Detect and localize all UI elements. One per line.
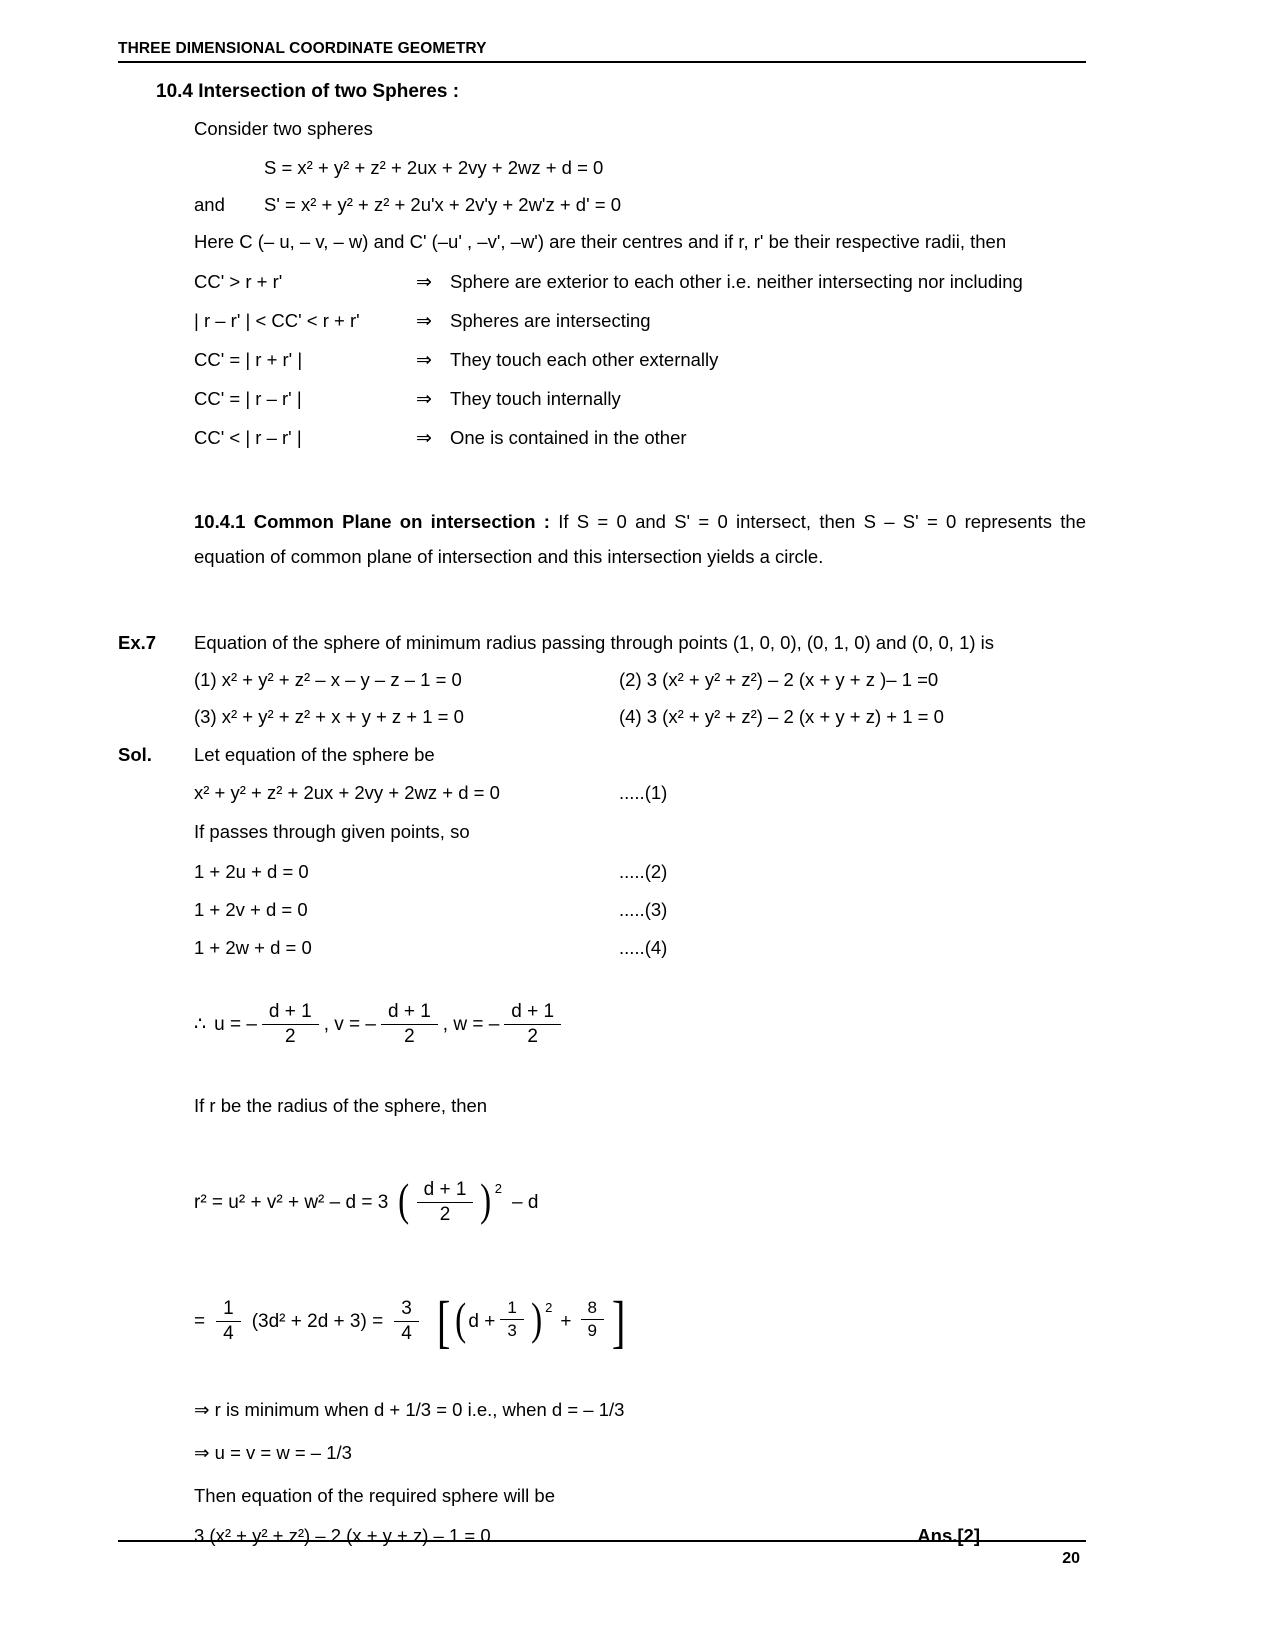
implies-arrow-icon: ⇒ [416,349,432,371]
example-question: Equation of the sphere of minimum radius passing through points (1, 0, 0), (0, 1, 0) and (0, 0, 1) is [194,632,995,654]
solution-equation-4-row [194,937,1088,959]
option-4[interactable]: (4) 3 (x² + y² + z²) – 2 (x + y + z) + 1 = 0 [619,706,944,728]
plus-sign: + [560,1310,572,1332]
conclusion-line-3: Then equation of the required sphere will be [194,1484,555,1506]
right-square-bracket-icon: ] [611,1289,626,1355]
solution-line-radius: If r be the radius of the sphere, then [194,1095,488,1117]
right-paren-icon: ) [480,1174,492,1226]
fraction-denominator: 4 [394,1321,419,1345]
exponent-2: 2 [545,1300,553,1316]
solution-line-let: Let equation of the sphere be [194,744,435,766]
conclusion-line-2: ⇒ u = v = w = – 1/3 [194,1441,352,1463]
solution-equation-2: 1 + 2u + d = 0 [194,861,309,883]
section-title: 10.4 Intersection of two Spheres : [156,81,460,102]
therefore-symbol-icon: ∴ [194,1014,207,1036]
solution-equation-1-row [194,782,1088,804]
solution-header-row [118,744,1088,766]
expanded-expression-line [194,1289,1088,1355]
exponent-2: 2 [494,1181,502,1197]
r-squared-line [194,1174,1088,1226]
fraction-numerator: 3 [401,1298,412,1320]
centres-paragraph: Here C (– u, – v, – w) and C' (–u' , –v', –w') are their centres and if r, r' be their respective radii, then [194,230,1007,252]
footer-rule [118,1540,1086,1542]
fraction-denominator: 2 [417,1202,474,1226]
condition-row [194,388,1088,411]
fraction-v [381,1001,438,1048]
solution-line-passes: If passes through given points, so [194,821,470,843]
condition-row [194,271,1088,294]
fraction-numerator: 8 [587,1298,597,1318]
solution-equation-3-row [194,899,1088,921]
condition-rhs: They touch each other externally [450,348,719,370]
fraction-eight-ninths [581,1298,604,1346]
option-2[interactable]: (2) 3 (x² + y² + z²) – 2 (x + y + z )– 1 =0 [619,669,939,691]
equation-number-1: .....(1) [619,782,668,804]
solution-equation-1: x² + y² + z² + 2ux + 2vy + 2wz + d = 0 [194,782,500,804]
implies-arrow-icon: ⇒ [416,310,432,332]
option-1[interactable]: (1) x² + y² + z² – x – y – z – 1 = 0 [194,669,462,691]
left-paren-icon: ( [398,1174,410,1226]
condition-rhs: One is contained in the other [450,426,687,448]
fraction-numerator: d + 1 [423,1179,467,1201]
solution-equation-4: 1 + 2w + d = 0 [194,937,312,959]
r-squared-lhs: r² = u² + v² + w² – d = 3 [194,1191,389,1213]
section-intro: Consider two spheres [194,118,373,139]
fraction-numerator: 1 [223,1298,234,1320]
subsection-heading: 10.4.1 Common Plane on intersection : [194,510,550,532]
page-footer [118,1540,1086,1568]
option-3[interactable]: (3) x² + y² + z² + x + y + z + 1 = 0 [194,706,464,728]
and-label: and [194,193,225,215]
fraction-denominator: 2 [504,1024,561,1048]
example-block [118,632,1088,1546]
condition-rhs: They touch internally [450,387,621,409]
fraction-three-fourths [394,1298,419,1345]
fraction-one-third [500,1298,523,1346]
option-row-2 [194,706,1088,728]
left-paren-icon: ( [455,1293,467,1345]
condition-lhs: CC' = | r + r' | [194,348,303,370]
uvw-values-line [194,1001,1088,1048]
solution-tag: Sol. [118,744,152,766]
subsection-common-plane [194,504,1086,574]
page-content [118,40,1088,1547]
equation-number-2: .....(2) [619,861,668,883]
v-lhs: , v = – [323,1013,376,1035]
condition-lhs: CC' < | r – r' | [194,426,302,448]
u-lhs: u = – [214,1013,257,1035]
r-squared-tail: – d [511,1191,539,1213]
equals-sign: = [194,1310,206,1332]
fraction-numerator: 1 [507,1298,517,1318]
page-number: 20 [1062,1550,1080,1567]
fraction-w [504,1001,561,1048]
condition-lhs: CC' = | r – r' | [194,387,302,409]
fraction-denominator: 2 [381,1024,438,1048]
fraction-d-plus-1-over-2 [417,1179,474,1226]
fraction-one-fourth [216,1298,241,1345]
solution-equation-2-row [194,861,1088,883]
equation-sphere-s-prime-row [194,194,1088,216]
paren-group-r-squared [396,1174,502,1226]
equation-sphere-s-prime: S' = x² + y² + z² + 2u'x + 2v'y + 2w'z + d' = 0 [264,193,621,215]
implies-arrow-icon: ⇒ [416,271,432,293]
equation-sphere-s: S = x² + y² + z² + 2ux + 2vy + 2wz + d = 0 [264,156,604,178]
condition-row [194,349,1088,372]
w-lhs: , w = – [442,1013,500,1035]
example-tag: Ex.7 [118,632,157,654]
right-paren-icon: ) [530,1293,543,1345]
condition-rhs: Sphere are exterior to each other i.e. neither intersecting nor including [450,270,1023,292]
condition-row [194,310,1088,333]
condition-row [194,427,1088,450]
equation-number-4: .....(4) [619,937,668,959]
answer-label: Ans.[2] [917,1524,980,1546]
expanded-middle-term: (3d² + 2d + 3) = [251,1310,384,1332]
left-square-bracket-icon: [ [436,1289,451,1355]
fraction-numerator: d + 1 [387,1001,431,1023]
inner-lhs: d + [468,1310,496,1332]
condition-rhs: Spheres are intersecting [450,309,651,331]
fraction-u [262,1001,319,1048]
implies-arrow-icon: ⇒ [416,427,432,449]
fraction-numerator: d + 1 [268,1001,312,1023]
fraction-denominator: 4 [216,1321,241,1345]
fraction-denominator: 9 [581,1319,604,1341]
implies-arrow-icon: ⇒ [416,388,432,410]
example-question-row [118,632,1088,654]
solution-equation-3: 1 + 2v + d = 0 [194,899,308,921]
intersection-conditions-list [194,271,1088,450]
chapter-running-header: THREE DIMENSIONAL COORDINATE GEOMETRY [118,40,1086,63]
fraction-numerator: d + 1 [511,1001,555,1023]
subsection-body: If S = 0 and S' = 0 intersect, then S – S' = 0 represents the equation of common plane of intersection and this intersection yields a circle. [194,510,1086,568]
bracket-group-expanded [434,1289,629,1355]
conclusion-line-1: ⇒ r is minimum when d + 1/3 = 0 i.e., when d = – 1/3 [194,1398,625,1420]
fraction-denominator: 3 [500,1319,523,1341]
condition-lhs: | r – r' | < CC' < r + r' [194,309,360,331]
final-equation: 3 (x² + y² + z²) – 2 (x + y + z) – 1 = 0 [194,1524,491,1546]
condition-lhs: CC' > r + r' [194,270,283,292]
fraction-denominator: 2 [262,1024,319,1048]
option-row-1 [194,669,1088,691]
equation-number-3: .....(3) [619,899,668,921]
inner-paren-group [453,1293,553,1346]
